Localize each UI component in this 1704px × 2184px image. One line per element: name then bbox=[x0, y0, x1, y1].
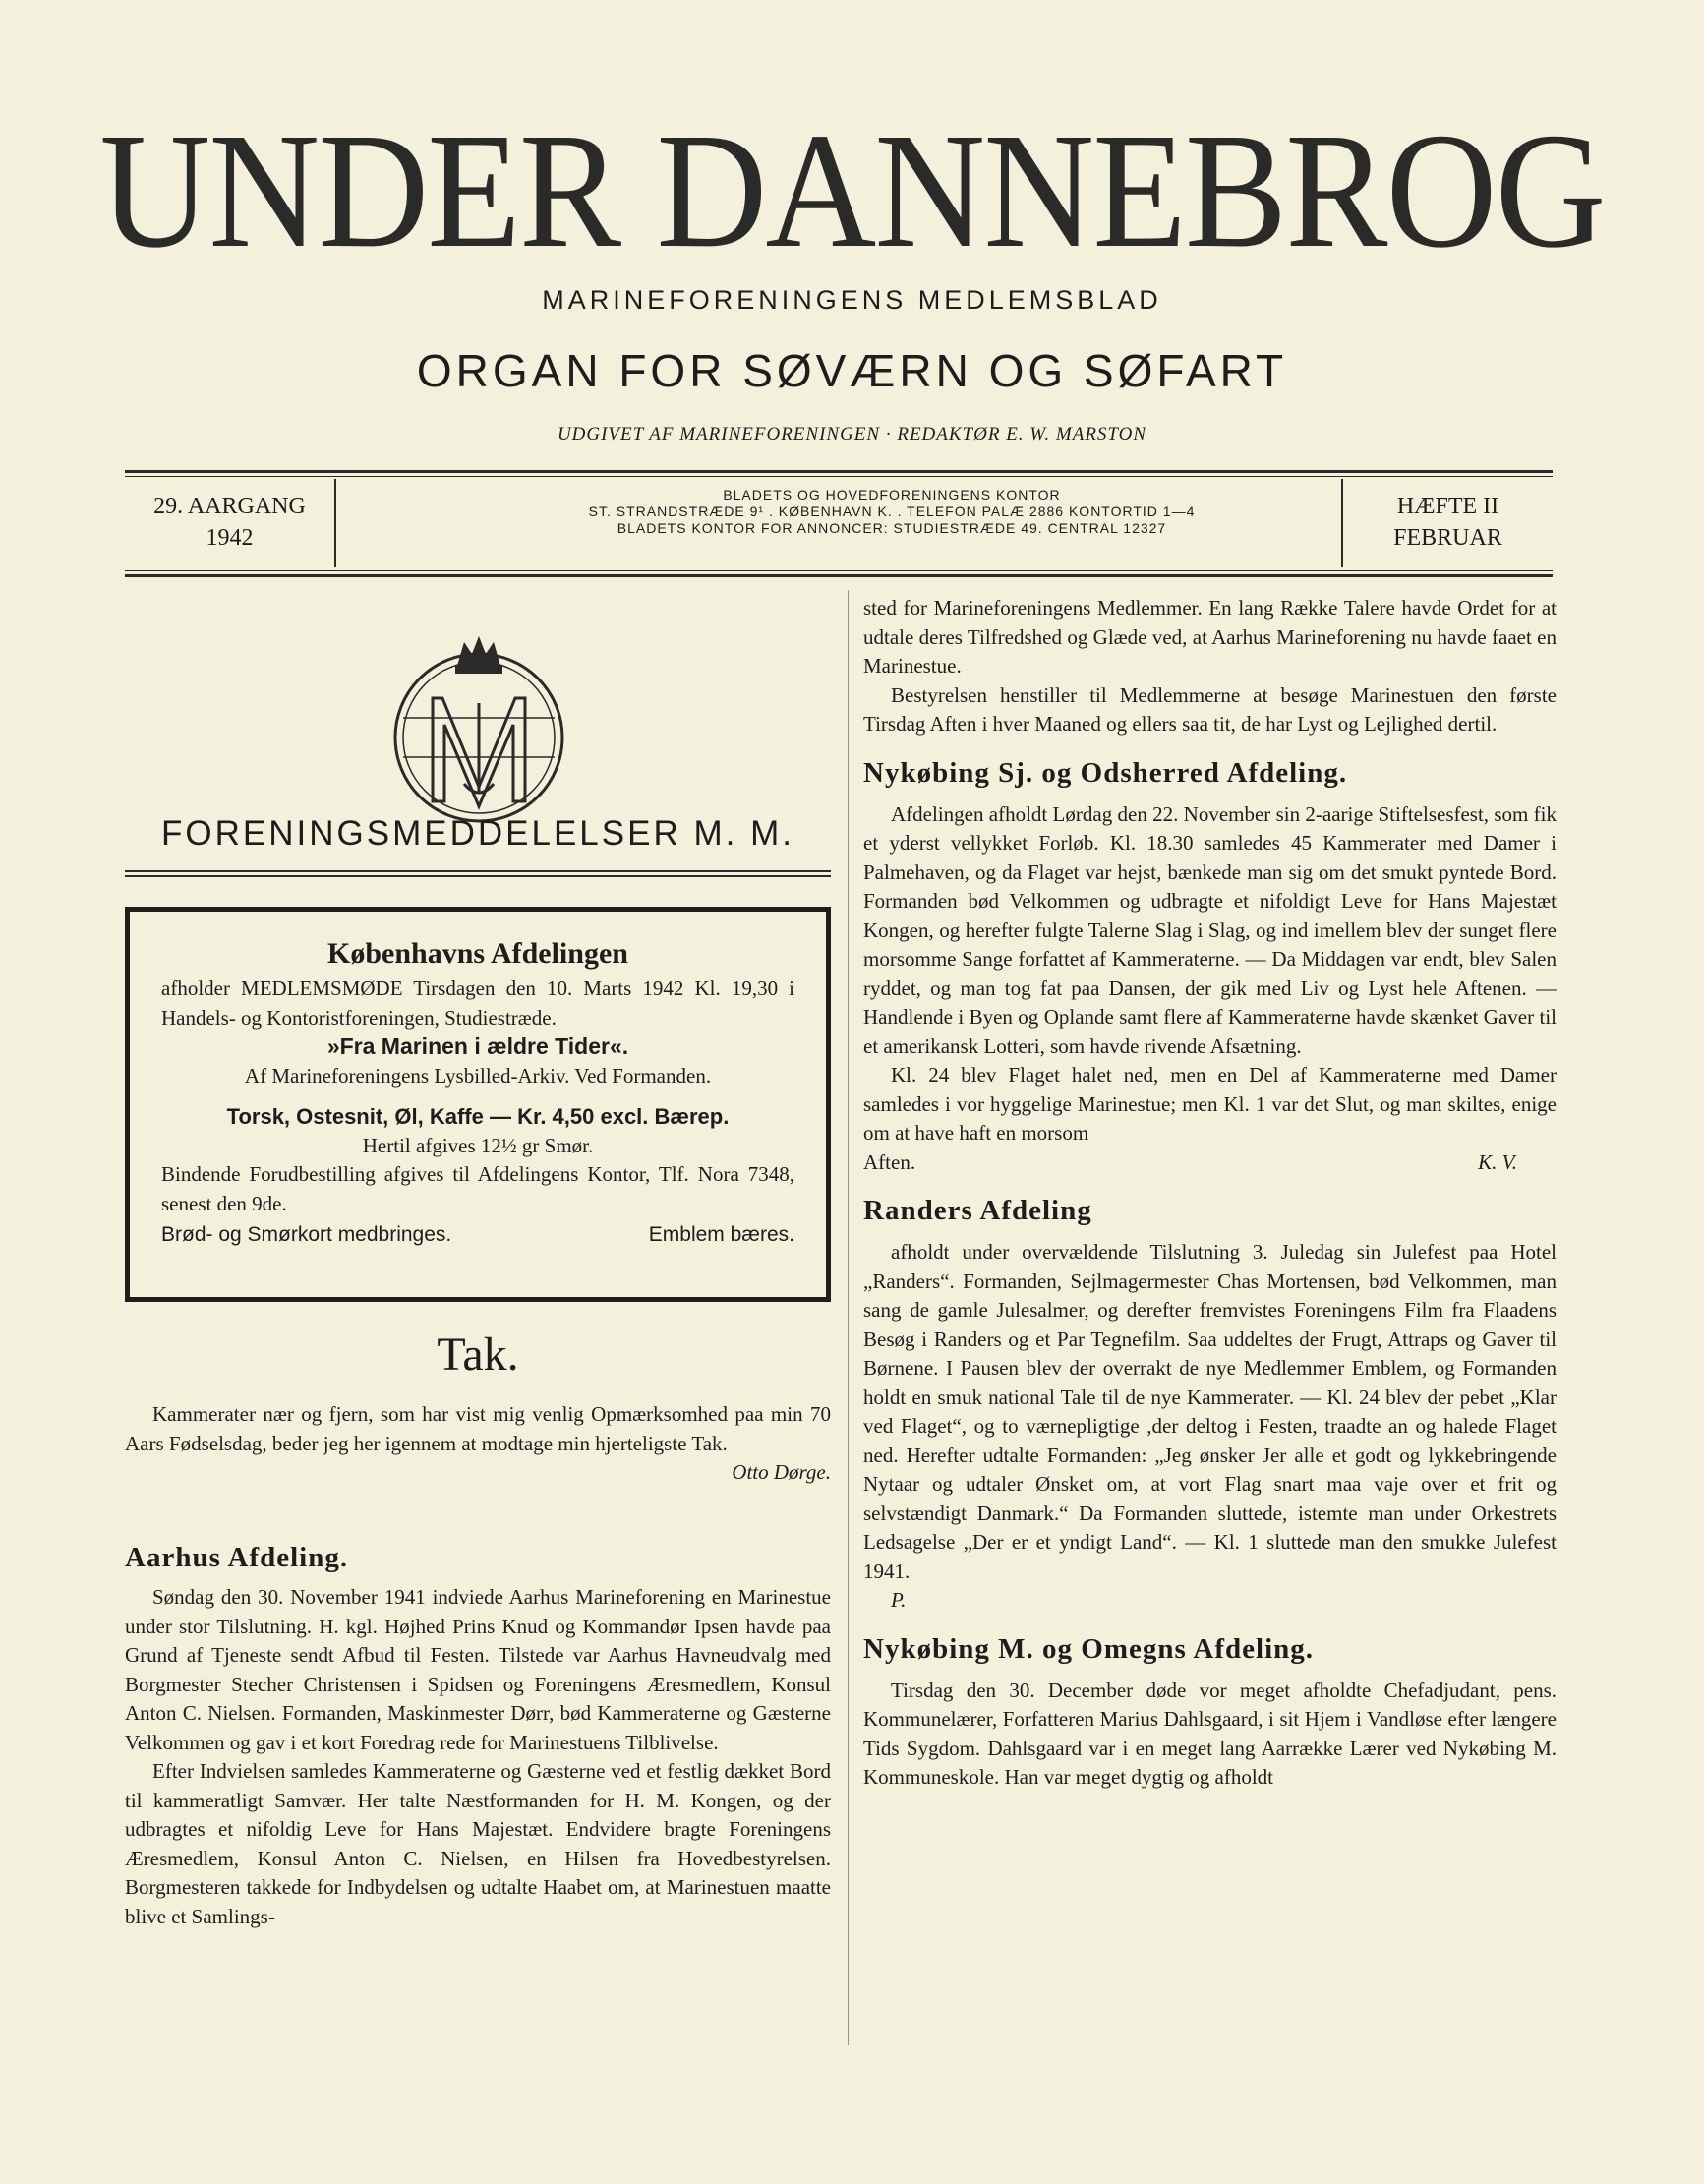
randers-heading: Randers Afdeling bbox=[863, 1195, 1092, 1226]
aarhus-article bbox=[125, 1538, 831, 1931]
nykobing-sj-signature: K. V. bbox=[1478, 1150, 1517, 1174]
aarhus-paragraph-1: Søndag den 30. November 1941 indviede Aarhus Marineforening en Marinestue under stor Tilslutning. H. kgl. Højhed Prins Knud og Kommandør Ipsen havde paa Grund af Tjeneste sendt Afbud til Festen. Tilstede var Aarhus Havneudvalg med Borgmester Stecher Christensen i Spidsen og Foreningens Æresmedlem, Konsul Anton C. Nielsen. Formanden, Maskinmester Dørr, bød Kammeraterne og Gæsterne Velkommen og gav i et kort Foredrag rede for Marinestuens Tilblivelse. bbox=[125, 1585, 831, 1754]
top-rule-thin bbox=[125, 476, 1553, 477]
notice-meeting: afholder MEDLEMSMØDE Tirsdagen den 10. Marts 1942 Kl. 19,30 i Handels- og Kontoristforeningen, Studiestræde. bbox=[161, 976, 794, 1030]
randers-signature: P. bbox=[891, 1588, 907, 1612]
randers-paragraph: afholdt under overvældende Tilslutning 3. Juledag sin Julefest paa Hotel „Randers“. Formanden, Sejlmagermester Chas Mortensen, bød Velkommen, man sang de gamle Julesalmer, og derefter fremvistes Foreningens Film fra Flaadens Besøg i Randers og et Par Tegnefilm. Saa uddeltes der Frugt, Attraps og Gaver til Børnene. I Pausen blev der overrakt de nye Medlemmer Emblem, og Formanden holdt en smuk national Tale til de nye Kammerater. — Kl. 24 blev der pebet „Klar ved Flaget“, og to værnepligtige ,der deltog i Festen, traadte an og halede Flaget ned. Herefter udtalte Formanden: „Jeg ønsker Jer alle et godt og lykkebringende Nytaar og udtaler Ønsket om, at vort Flag snart maa vaje over et frit og selvstændigt Danmark.“ Da Formanden sluttede, istemte man under Orkestrets Ledsagelse „Der er et yndigt Land“. — Kl. 1 sluttede man den smukke Julefest 1941. bbox=[863, 1240, 1557, 1583]
notice-ration: Brød- og Smørkort medbringes. bbox=[161, 1223, 452, 1246]
notice-archive: Af Marineforeningens Lysbilled-Arkiv. Ved Formanden. bbox=[244, 1063, 712, 1088]
bottom-rule-thin bbox=[125, 570, 1553, 571]
masthead-publisher-line: UDGIVET AF MARINEFORENINGEN · REDAKTØR E. W. MARSTON bbox=[557, 424, 1147, 444]
aarhus-paragraph-2: Efter Indvielsen samledes Kammeraterne og Gæsterne ved et festlig dækket Bord til kammeratligt Samvær. Her talte Næstformanden for H. M. Kongen, og der udbragtes et nifoldig Leve for Hans Majestæt. Endvidere bragte Foreningens Æresmedlem, Konsul Anton C. Nielsen, en Hilsen fra Hovedbestyrelsen. Borgmesteren takkede for Indbydelsen og udtalte Haabet om, at Marinestuen maatte blive et Samlings- bbox=[125, 1759, 831, 1928]
nykobing-sj-paragraph-2: Kl. 24 blev Flaget halet ned, men en Del af Kammeraterne med Damer samledes i vor hyggelige Marinestue; men Kl. 1 var det Slut, og man skiltes, enige om at have haft en morsom bbox=[863, 1063, 1557, 1145]
top-rule bbox=[125, 470, 1553, 473]
nykobing-sj-paragraph-1: Afdelingen afholdt Lørdag den 22. November sin 2-aarige Stiftelsesfest, som fik et yderst vellykket Forløb. Kl. 18.30 samledes 45 Kammerater med Damer i Palmehaven, og da Flaget var hejst, bænkede man sig om det smukt pyntede Bord. Formanden bød Velkommen og udbragte et nifoldigt Leve for Hans Majestæt Kongen, og herefter fulgte Talerne Slag i Slag, og ind imellem blev der sunget flere morsomme Sange forfattet af Kammeraterne. — Da Middagen var endt, blev Salen ryddet, og man tog fat paa Dansen, der gik med Liv og Lyst hele Aftenen. — Handlende i Byen og Oplande samt flere af Kammeraterne havde skænket Gaver til et amerikansk Lotteri, som havde rivende Afsætning. bbox=[863, 801, 1557, 1058]
marineforening-emblem-icon bbox=[374, 615, 585, 831]
notice-topic: »Fra Marinen i ældre Tider«. bbox=[326, 1033, 629, 1059]
volume-box bbox=[125, 479, 336, 567]
tak-body: Kammerater nær og fjern, som har vist mig venlig Opmærksomhed paa min 70 Aars Fødselsdag, beder jeg her igennem at modtage min hjerteligste Tak. bbox=[125, 1402, 831, 1455]
volume-year: 1942 bbox=[206, 525, 254, 551]
tak-title: Tak. bbox=[437, 1328, 519, 1381]
section-rule bbox=[125, 870, 831, 877]
office-line-1: BLADETS OG HOVEDFORENINGENS KONTOR bbox=[723, 487, 1061, 502]
office-line-3: BLADETS KONTOR FOR ANNONCER: STUDIESTRÆDE 49. CENTRAL 12327 bbox=[617, 520, 1167, 536]
bottom-rule bbox=[125, 574, 1553, 577]
nykobing-sj-last-word: Aften. bbox=[863, 1150, 916, 1174]
notice-menu: Torsk, Ostesnit, Øl, Kaffe — Kr. 4,50 excl. Bærep. bbox=[226, 1104, 730, 1129]
aarhus-continued: sted for Marineforeningens Medlemmer. En lang Række Talere havde Ordet for at udtale deres Tilfredshed og Glæde ved, at Aarhus Marineforening nu havde faaet en Marinestue. bbox=[863, 596, 1557, 678]
right-column bbox=[863, 594, 1557, 1793]
issue-box bbox=[1341, 479, 1553, 567]
notice-emblem: Emblem bæres. bbox=[648, 1223, 794, 1246]
masthead-title: UNDER DANNEBROG bbox=[99, 99, 1605, 282]
notice-booking: Bindende Forudbestilling afgives til Afdelingens Kontor, Tlf. Nora 7348, senest den 9de. bbox=[161, 1162, 794, 1215]
office-line-2: ST. STRANDSTRÆDE 9¹ . KØBENHAVN K. . TELEFON PALÆ 2886 KONTORTID 1—4 bbox=[588, 503, 1196, 519]
issue-number: HÆFTE II bbox=[1396, 494, 1499, 519]
copenhagen-notice-box bbox=[125, 907, 831, 1302]
nykobing-sj-heading: Nykøbing Sj. og Odsherred Afdeling. bbox=[863, 756, 1348, 789]
office-info bbox=[390, 487, 1393, 537]
notice-title: Københavns Afdelingen bbox=[327, 937, 628, 970]
nykobing-m-heading: Nykøbing M. og Omegns Afdeling. bbox=[863, 1632, 1314, 1665]
nykobing-sj-signline bbox=[863, 1149, 1557, 1178]
notice-footer bbox=[161, 1220, 794, 1250]
tak-signature: Otto Dørge. bbox=[732, 1460, 831, 1484]
notice-butter: Hertil afgives 12½ gr Smør. bbox=[362, 1133, 594, 1157]
aarhus-heading: Aarhus Afdeling. bbox=[125, 1542, 349, 1573]
nykobing-m-paragraph: Tirsdag den 30. December døde vor meget afholdte Chefadjudant, pens. Kommunelærer, Forfatteren Marius Dahlsgaard, i sit Hjem i Vandløse efter længere Tids Sygdom. Dahlsgaard var i en meget lang Aarrække Lærer ved Nykøbing M. Kommuneskole. Han var meget dygtig og afholdt bbox=[863, 1678, 1557, 1789]
masthead-organ: ORGAN FOR SØVÆRN OG SØFART bbox=[416, 345, 1288, 396]
section-title: FORENINGSMEDDELELSER M. M. bbox=[161, 814, 794, 853]
aarhus-continued-2: Bestyrelsen henstiller til Medlemmerne at besøge Marinestuen den første Tirsdag Aften i hver Maaned og ellers saa tit, de har Lyst og Lejlighed dertil. bbox=[863, 682, 1557, 736]
volume-label: 29. AARGANG bbox=[153, 494, 306, 519]
issue-month: FEBRUAR bbox=[1393, 525, 1502, 551]
tak-article bbox=[125, 1400, 831, 1488]
masthead-subtitle: MARINEFORENINGENS MEDLEMSBLAD bbox=[542, 285, 1162, 315]
info-bar bbox=[125, 479, 1553, 567]
column-divider bbox=[848, 590, 849, 2045]
